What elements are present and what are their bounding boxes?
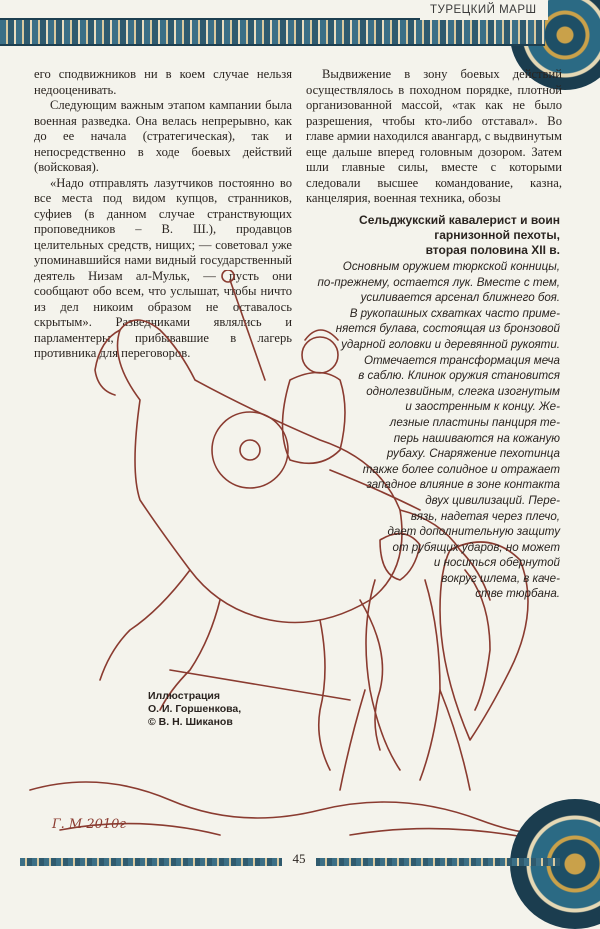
caption-line: усиливается арсенал ближнего боя.: [360, 291, 560, 305]
caption-line: западное влияние в зоне контакта: [366, 478, 560, 492]
paragraph: Выдвижение в зону боевых действий осуществлялось в походном порядке, плотной организованной массой, «так как не было разрешения, чтобы кто-либо отставал». Во главе армии находился авангард, с выдвинутым еще дальше вперед головным дозором. Затем шли главные силы, вместе с которыми следовали высшее командование, казна, канцелярия, военная техника, обозы: [306, 67, 562, 205]
caption-line: дает дополнительную защиту: [387, 525, 560, 539]
paragraph: «Надо отправлять лазутчиков постоянно во все места под видом купцов, странников, суфиев (в данном случае странствующих проповедников – В. Ш.), продавцов целительных средств, нищих; — советовал уже упоминавшийся нами видный государственный деятель Низам ал-Мульк, — пусть они сообщают обо всем, что услышат, чтобы ничто из дел никоим образом не оставалось скрытым». Разведчиками являлись и парламентеры, прибывавшие в лагерь противника для переговоров.: [34, 175, 292, 360]
caption-title-line: вторая половина XII в.: [425, 243, 560, 257]
credit-line: Иллюстрация: [148, 690, 220, 702]
caption-title-line: Сельджукский кавалерист и воин: [359, 213, 560, 227]
caption-line: В рукопашных схватках часто приме-: [349, 306, 560, 320]
caption-line: рубаху. Снаряжение пехотинца: [386, 447, 560, 461]
credit-line: О. И. Горшенкова,: [148, 703, 242, 715]
caption-line: стве тюрбана.: [475, 587, 560, 601]
caption-line: в саблю. Клинок оружия становится: [358, 369, 560, 383]
caption-line: и заостренным к концу. Же-: [405, 400, 560, 414]
paragraph: его сподвижников ни в коем случае нельзя недооценивать.: [34, 67, 292, 97]
artist-signature: Г. М 2010г: [52, 817, 126, 832]
caption-line: няется булава, состоящая из бронзовой: [335, 322, 560, 336]
caption-line: ударной головки и деревянной рукояти.: [341, 337, 560, 351]
caption-body: [270, 259, 560, 602]
caption-line: однолезвийным, слегка изогнутым: [366, 384, 560, 398]
caption-line: от рубящих ударов, но может: [392, 540, 560, 554]
paragraph: Следующим важным этапом кампании была военная разведка. Она велась непрерывно, как до ее начала (стратегическая), так и непосредственно в ходе боевых действий (войсковая).: [34, 98, 292, 174]
illustration-credit: [148, 690, 241, 729]
credit-line: © В. Н. Шиканов: [148, 716, 233, 728]
header-ornament-band: [0, 18, 545, 46]
right-text-column: [306, 67, 562, 207]
caption-line: вокруг шлема, в каче-: [441, 571, 560, 585]
page-number: 45: [292, 851, 306, 866]
running-header: ТУРЕЦКИЙ МАРШ: [430, 4, 537, 16]
caption-line: Отмечается трансформация меча: [363, 353, 560, 367]
caption-line: и носиться обернутой: [433, 556, 560, 570]
caption-line: также более солидное и отражает: [362, 462, 560, 476]
caption-title-line: гарнизонной пехоты,: [434, 228, 560, 242]
caption-line: вязь, надетая через плечо,: [410, 509, 560, 523]
caption-line: Основным оружием тюркской конницы,: [342, 260, 560, 273]
caption-title: [318, 213, 560, 258]
caption-line: по-прежнему, остается лук. Вместе с тем,: [317, 275, 560, 289]
caption-line: перь нашиваются на кожаную: [393, 431, 560, 445]
caption-line: лезные пластины панциря те-: [389, 415, 560, 429]
caption-line: двух цивилизаций. Пере-: [425, 493, 560, 507]
